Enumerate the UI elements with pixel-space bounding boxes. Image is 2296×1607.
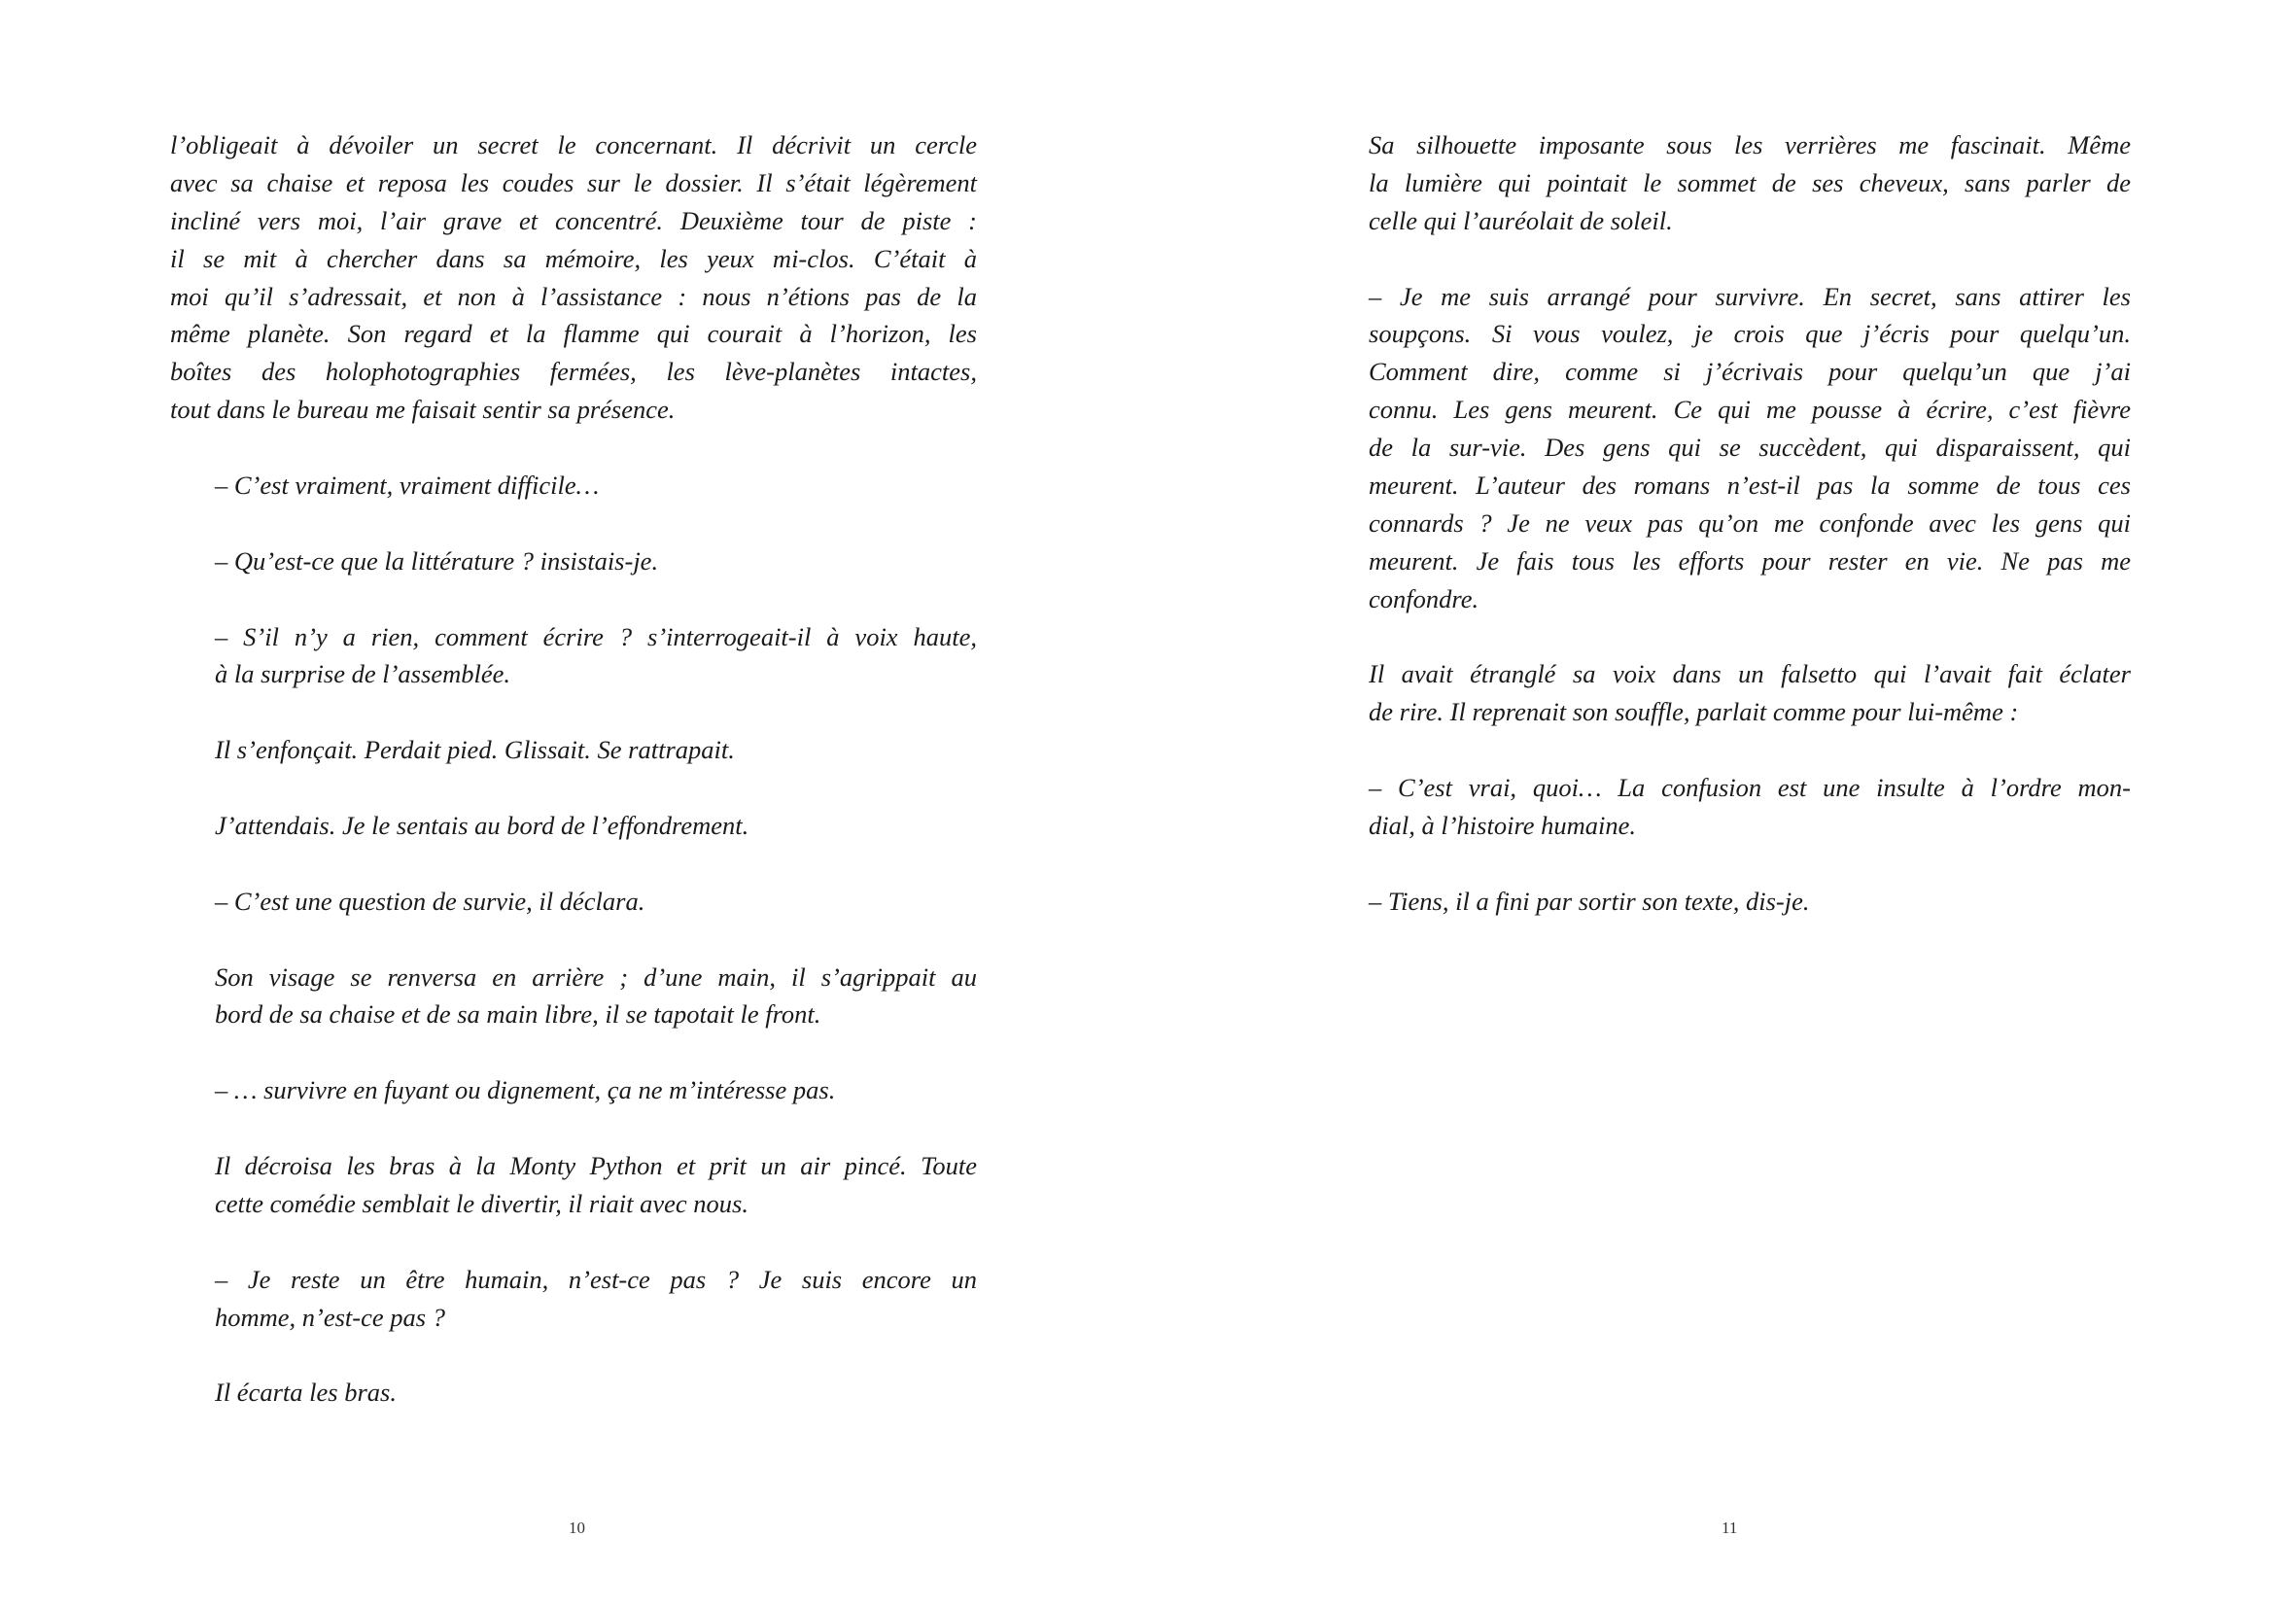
text-line: – C’est vraiment, vraiment difficile…	[215, 471, 600, 501]
text-line: connards ? Je ne veux pas qu’on me confonde avec les gens qui	[1369, 507, 2131, 538]
text-line: avec sa chaise et reposa les coudes sur le dossier. Il s’était légèrement	[170, 167, 977, 197]
text-line: – Je reste un être humain, n’est-ce pas ? Je suis encore un	[215, 1264, 977, 1294]
right-page-text	[1369, 126, 2131, 959]
paragraph	[1369, 769, 2131, 845]
text-line: à la surprise de l’assemblée.	[215, 659, 510, 689]
text-line: même planète. Son regard et la flamme qui courait à l’horizon, les	[170, 319, 977, 349]
text-line: – Je me suis arrangé pour survivre. En secret, sans attirer les	[1369, 281, 2131, 311]
paragraph	[215, 959, 977, 1034]
text-line: Il s’enfonçait. Perdait pied. Glissait. Se rattrapait.	[215, 735, 735, 765]
text-line: confondre.	[1369, 583, 1479, 613]
text-line: meurent. L’auteur des romans n’est-il pas la somme de tous ces	[1369, 471, 2131, 501]
text-line: Il décroisa les bras à la Monty Python et prit un air pincé. Toute	[215, 1151, 977, 1181]
text-line: de rire. Il reprenait son souffle, parlait comme pour lui-même :	[1369, 697, 2019, 727]
paragraph	[1369, 883, 2131, 921]
paragraph	[215, 618, 977, 694]
text-line: – C’est vrai, quoi… La confusion est une insulte à l’ordre mon-	[1369, 773, 2131, 803]
text-line: dial, à l’histoire humaine.	[1369, 811, 1637, 841]
paragraph	[170, 126, 977, 429]
text-line: Il écarta les bras.	[215, 1378, 397, 1408]
paragraph	[215, 1071, 977, 1109]
text-line: la lumière qui pointait le sommet de ses cheveux, sans parler de	[1369, 167, 2131, 197]
left-page-text	[170, 126, 977, 1450]
paragraph	[215, 1374, 977, 1412]
text-line: – … survivre en fuyant ou dignement, ça ne m’intéresse pas.	[215, 1075, 836, 1105]
paragraph	[215, 467, 977, 505]
paragraph	[215, 883, 977, 921]
paragraph	[1369, 126, 2131, 240]
paragraph	[215, 1261, 977, 1337]
text-line: homme, n’est-ce pas ?	[215, 1302, 445, 1332]
text-line: bord de sa chaise et de sa main libre, il se tapotait le front.	[215, 999, 821, 1030]
paragraph	[1369, 278, 2131, 618]
text-line: Il avait étranglé sa voix dans un falsetto qui l’avait fait éclater	[1369, 659, 2131, 689]
text-line: – C’est une question de survie, il déclara.	[215, 886, 645, 916]
text-line: incliné vers moi, l’air grave et concentré. Deuxième tour de piste :	[170, 205, 977, 235]
right-page	[1148, 0, 2296, 1607]
text-line: J’attendais. Je le sentais au bord de l’effondrement.	[215, 811, 749, 841]
text-line: celle qui l’auréolait de soleil.	[1369, 205, 1673, 235]
paragraph	[215, 1147, 977, 1223]
text-line: meurent. Je fais tous les efforts pour rester en vie. Ne pas me	[1369, 545, 2131, 576]
text-line: – Tiens, il a fini par sortir son texte, dis-je.	[1369, 886, 1810, 916]
text-line: – Qu’est-ce que la littérature ? insistais-je.	[215, 545, 659, 576]
text-line: l’obligeait à dévoiler un secret le concernant. Il décrivit un cercle	[170, 130, 977, 159]
text-line: de la sur-vie. Des gens qui se succèdent, qui disparaissent, qui	[1369, 433, 2131, 463]
text-line: connu. Les gens meurent. Ce qui me pousse à écrire, c’est fièvre	[1369, 395, 2131, 425]
text-line: tout dans le bureau me faisait sentir sa présence.	[170, 395, 676, 425]
text-line: boîtes des holophotographies fermées, les lève-planètes intactes,	[170, 357, 977, 387]
page-number-left: 10	[569, 1519, 585, 1537]
text-line: Son visage se renversa en arrière ; d’une main, il s’agrippait au	[215, 961, 977, 992]
paragraph	[1369, 655, 2131, 731]
text-line: – S’il n’y a rien, comment écrire ? s’interrogeait-il à voix haute,	[215, 621, 977, 651]
paragraph	[215, 542, 977, 580]
text-line: il se mit à chercher dans sa mémoire, les yeux mi-clos. C’était à	[170, 243, 977, 273]
text-line: cette comédie semblait le divertir, il riait avec nous.	[215, 1188, 748, 1218]
text-line: Comment dire, comme si j’écrivais pour quelqu’un que j’ai	[1369, 357, 2131, 387]
text-line: soupçons. Si vous voulez, je crois que j’écris pour quelqu’un.	[1369, 319, 2131, 349]
paragraph	[215, 807, 977, 845]
text-line: Sa silhouette imposante sous les verrières me fascinait. Même	[1369, 130, 2131, 159]
page-number-right: 11	[1722, 1519, 1738, 1537]
text-line: moi qu’il s’adressait, et non à l’assistance : nous n’étions pas de la	[170, 281, 977, 311]
paragraph	[215, 731, 977, 769]
